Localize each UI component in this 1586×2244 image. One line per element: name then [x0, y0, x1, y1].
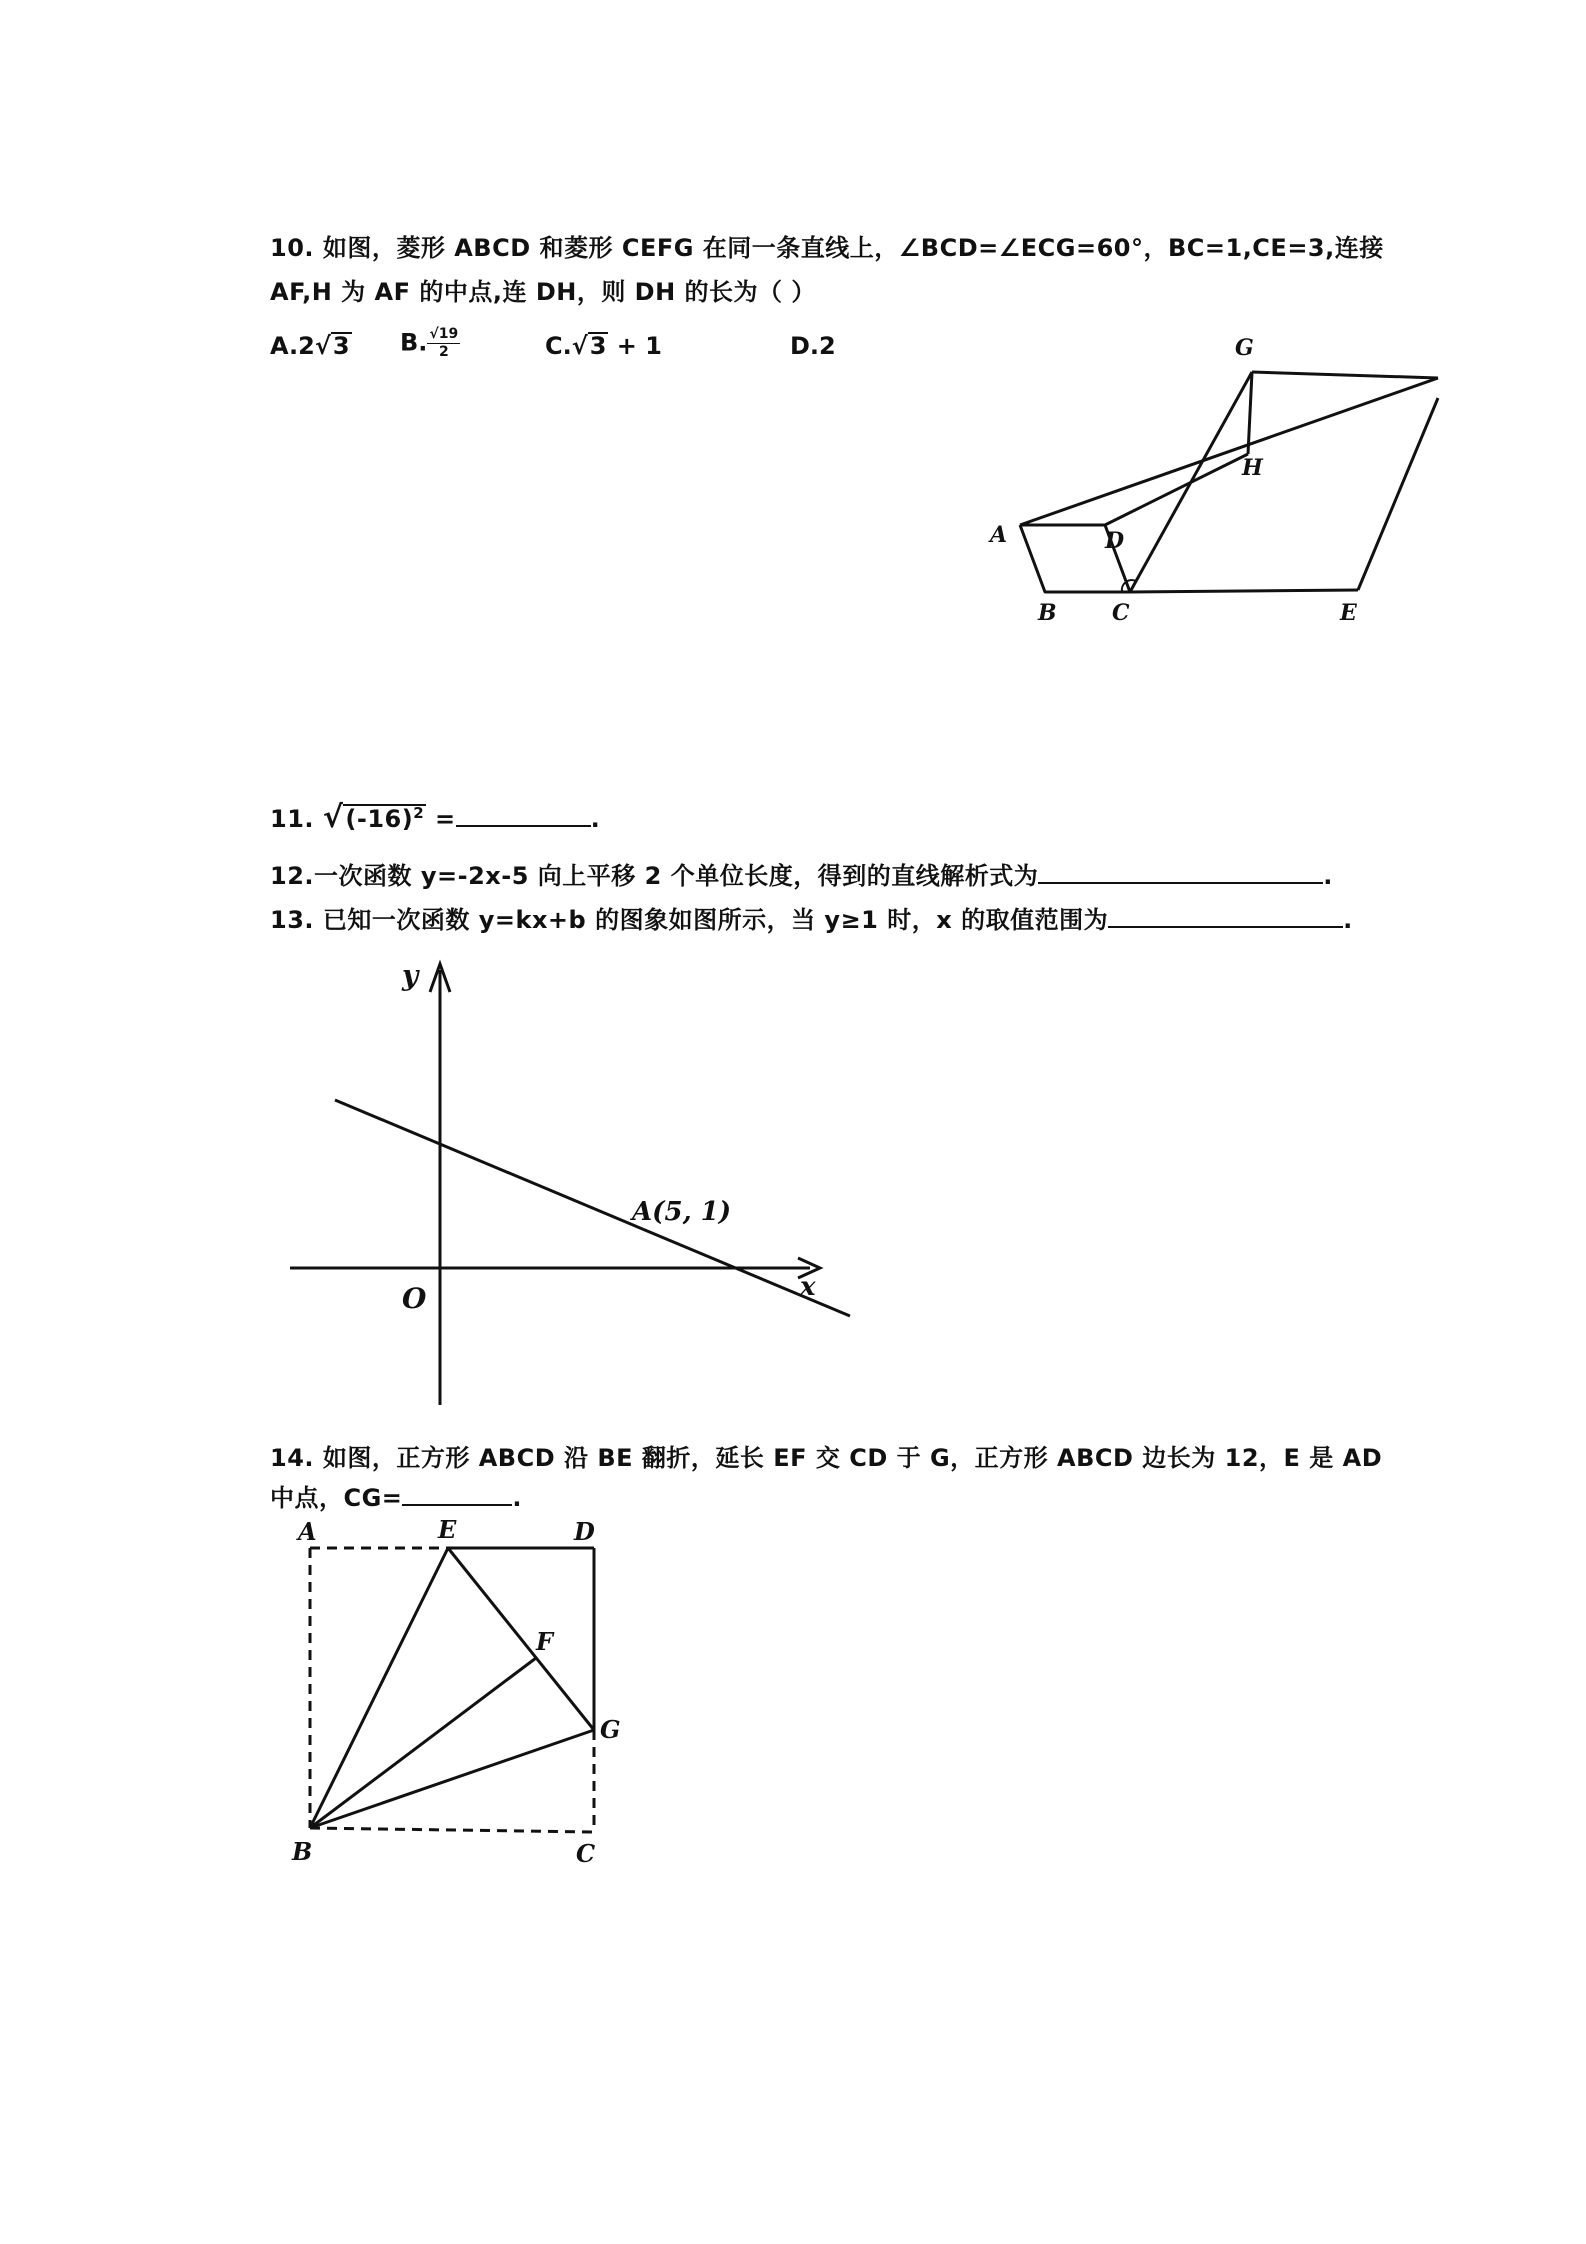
q10-option-b: B. $\frac{√19}{2}$	[400, 326, 459, 360]
q13-linear-graph	[280, 950, 880, 1420]
q10-rhombus-figure	[980, 330, 1450, 630]
q13: 13. 已知一次函数 y=kx+b 的图象如图所示，当 y≥1 时，x 的取值范围为 .	[270, 906, 1353, 934]
q10-label-b: B	[1038, 600, 1057, 626]
q10-label-a: A	[990, 522, 1008, 548]
q14-answer-blank	[402, 1504, 512, 1506]
q10-label-d: D	[1105, 528, 1125, 554]
q10-label-h: H	[1242, 455, 1263, 481]
q10-option-d: D.2	[790, 332, 836, 360]
q10-option-a: A.2√3	[270, 332, 350, 360]
q10-label-c: C	[1112, 600, 1130, 626]
q13-label-origin: O	[402, 1282, 427, 1315]
q14-label-a: A	[298, 1517, 317, 1546]
q14-label-g: G	[600, 1715, 621, 1744]
q14-label-e: E	[438, 1515, 457, 1544]
q13-answer-blank	[1108, 926, 1343, 928]
q11-answer-blank	[456, 825, 591, 827]
q12: 12.一次函数 y=-2x-5 向上平移 2 个单位长度，得到的直线解析式为 .	[270, 862, 1333, 890]
q13-label-x: x	[800, 1272, 816, 1302]
q14-label-c: C	[576, 1839, 596, 1868]
q14-label-b: B	[292, 1837, 313, 1866]
q12-answer-blank	[1038, 882, 1323, 884]
q10-label-g: G	[1235, 335, 1254, 361]
q14-line1: 14. 如图，正方形 ABCD 沿 BE 翻折，延长 EF 交 CD 于 G，正方形 ABCD 边长为 12，E 是 AD	[270, 1444, 1383, 1472]
q14-square-figure	[270, 1510, 650, 1870]
q14-label-f: F	[536, 1627, 554, 1656]
q10-label-e: E	[1340, 600, 1357, 626]
q14-label-d: D	[574, 1517, 595, 1546]
q13-label-point-a: A(5, 1)	[632, 1197, 732, 1227]
q10-line2: AF,H 为 AF 的中点,连 DH，则 DH 的长为（ ）	[270, 278, 816, 306]
q14-line2: 中点，CG= .	[270, 1484, 523, 1512]
q11: 11. $√(-16)^2$ = .	[270, 800, 601, 835]
q10-line1: 10. 如图，菱形 ABCD 和菱形 CEFG 在同一条直线上，∠BCD=∠ECG=60°，BC=1,CE=3,连接	[270, 234, 1384, 262]
q13-label-y: y	[402, 959, 419, 992]
q10-option-c: C.√3 + 1	[545, 332, 662, 360]
